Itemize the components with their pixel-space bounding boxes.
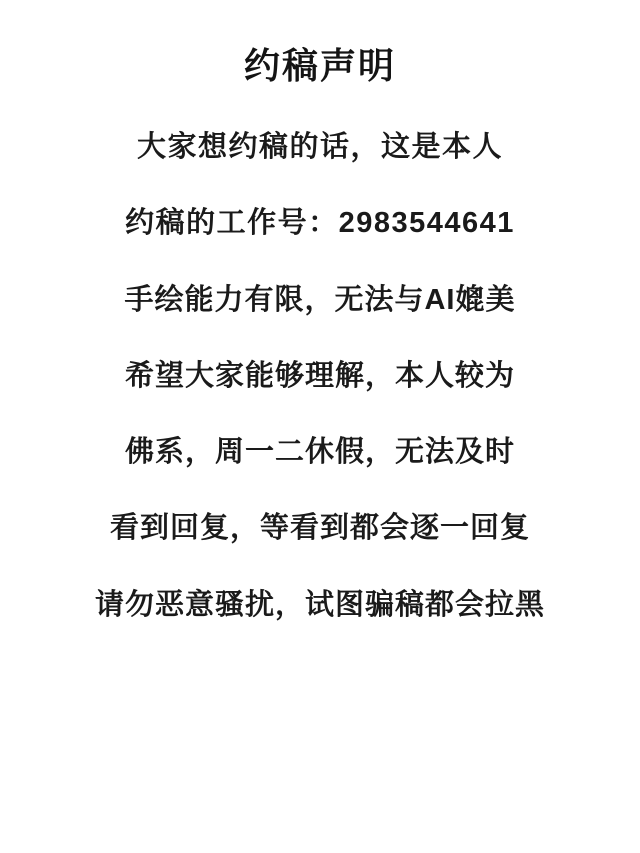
statement-line-3: 手绘能力有限，无法与AI媲美 — [124, 283, 516, 316]
statement-line-1: 大家想约稿的话，这是本人 — [136, 131, 503, 164]
statement-line-4: 希望大家能够理解，本人较为 — [124, 359, 515, 392]
statement-line-5: 佛系，周一二休假，无法及时 — [124, 436, 515, 469]
statement-line-6: 看到回复，等看到都会逐一回复 — [109, 512, 530, 545]
statement-body — [28, 129, 612, 623]
page-title: 约稿声明 — [243, 45, 396, 86]
statement-line-2: 约稿的工作号：2983544641 — [125, 207, 515, 240]
statement-line-7: 请勿恶意骚扰，试图骗稿都会拉黑 — [94, 588, 545, 621]
